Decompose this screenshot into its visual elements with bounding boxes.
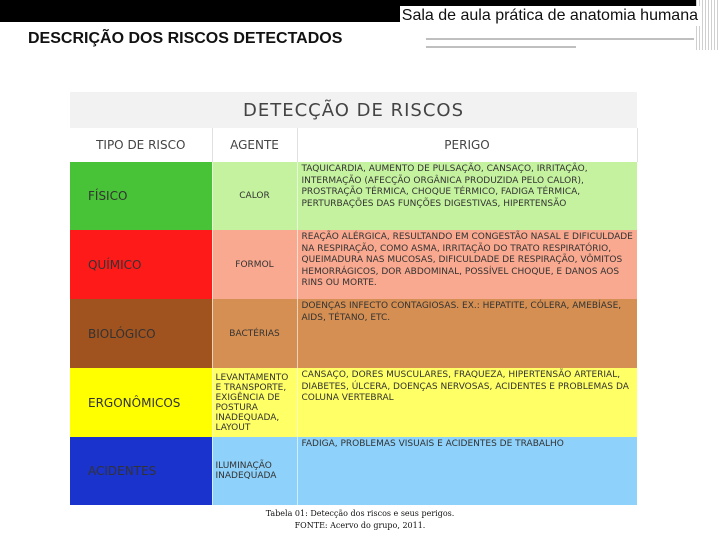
table-row bbox=[70, 437, 637, 505]
agent-cell: LEVANTAMENTO E TRANSPORTE, EXIGÊNCIA DE POSTURA INADEQUADA, LAYOUT bbox=[212, 368, 297, 437]
table-title: DETECÇÃO DE RISCOS bbox=[70, 92, 637, 128]
hazard-cell: REAÇÃO ALÉRGICA, RESULTANDO EM CONGESTÃO NASAL E DIFICULDADE NA RESPIRAÇÃO, COMO ASMA, IRRITAÇÃO DO TRATO RESPIRATÓRIO, QUEIMADURA NAS MUCOSAS, DIFICULDADE DE RESPIRAÇÃO, VÔMITOS HEMORRÁGICOS, DOR ABDOMINAL, POSSÍVEL CHOQUE, E DANOS AOS RINS OU MORTE. bbox=[297, 230, 637, 299]
risk-type-cell: ACIDENTES bbox=[70, 437, 212, 505]
hazard-cell: FADIGA, PROBLEMAS VISUAIS E ACIDENTES DE TRABALHO bbox=[297, 437, 637, 505]
table-row bbox=[70, 230, 637, 299]
table-row bbox=[70, 368, 637, 437]
agent-cell: FORMOL bbox=[212, 230, 297, 299]
agent-cell: BACTÉRIAS bbox=[212, 299, 297, 368]
section-title: DESCRIÇÃO DOS RISCOS DETECTADOS bbox=[28, 30, 343, 47]
decorative-line bbox=[426, 38, 694, 40]
hazard-cell: DOENÇAS INFECTO CONTAGIOSAS. EX.: HEPATITE, CÓLERA, AMEBÍASE, AIDS, TÉTANO, ETC. bbox=[297, 299, 637, 368]
caption-line: Tabela 01: Detecção dos riscos e seus perigos. bbox=[265, 509, 455, 518]
table-row bbox=[70, 299, 637, 368]
slide-title: Sala de aula prática de anatomia humana bbox=[401, 7, 698, 24]
risk-type-cell: QUÍMICO bbox=[70, 230, 212, 299]
risk-type-cell: BIOLÓGICO bbox=[70, 299, 212, 368]
hazard-cell: TAQUICARDIA, AUMENTO DE PULSAÇÃO, CANSAÇO, IRRITAÇÃO, INTERMAÇÃO (AFECÇÃO ORGÂNICA PRODUZIDA PELO CALOR), PROSTRAÇÃO TÉRMICA, CHOQUE TÉRMICO, FADIGA TÉRMICA, PERTURBAÇÕES DAS FUNÇÕES DIGESTIVAS, HIPERTENSÃO bbox=[297, 162, 637, 230]
table-row bbox=[70, 162, 637, 230]
risk-detection-table bbox=[70, 92, 638, 505]
caption-line: FONTE: Acervo do grupo, 2011. bbox=[294, 521, 426, 530]
hazard-cell: CANSAÇO, DORES MUSCULARES, FRAQUEZA, HIPERTENSÃO ARTERIAL, DIABETES, ÚLCERA, DOENÇAS NERVOSAS, ACIDENTES E PROBLEMAS DA COLUNA VERTEBRAL bbox=[297, 368, 637, 437]
decorative-line bbox=[426, 46, 576, 48]
column-header-agente: AGENTE bbox=[212, 128, 297, 162]
table-caption bbox=[200, 508, 520, 532]
column-header-tipo: TIPO DE RISCO bbox=[70, 128, 212, 162]
agent-cell: ILUMINAÇÃO INADEQUADA bbox=[212, 437, 297, 505]
agent-cell: CALOR bbox=[212, 162, 297, 230]
risk-type-cell: ERGONÔMICOS bbox=[70, 368, 212, 437]
column-header-perigo: PERIGO bbox=[297, 128, 637, 162]
risk-type-cell: FÍSICO bbox=[70, 162, 212, 230]
